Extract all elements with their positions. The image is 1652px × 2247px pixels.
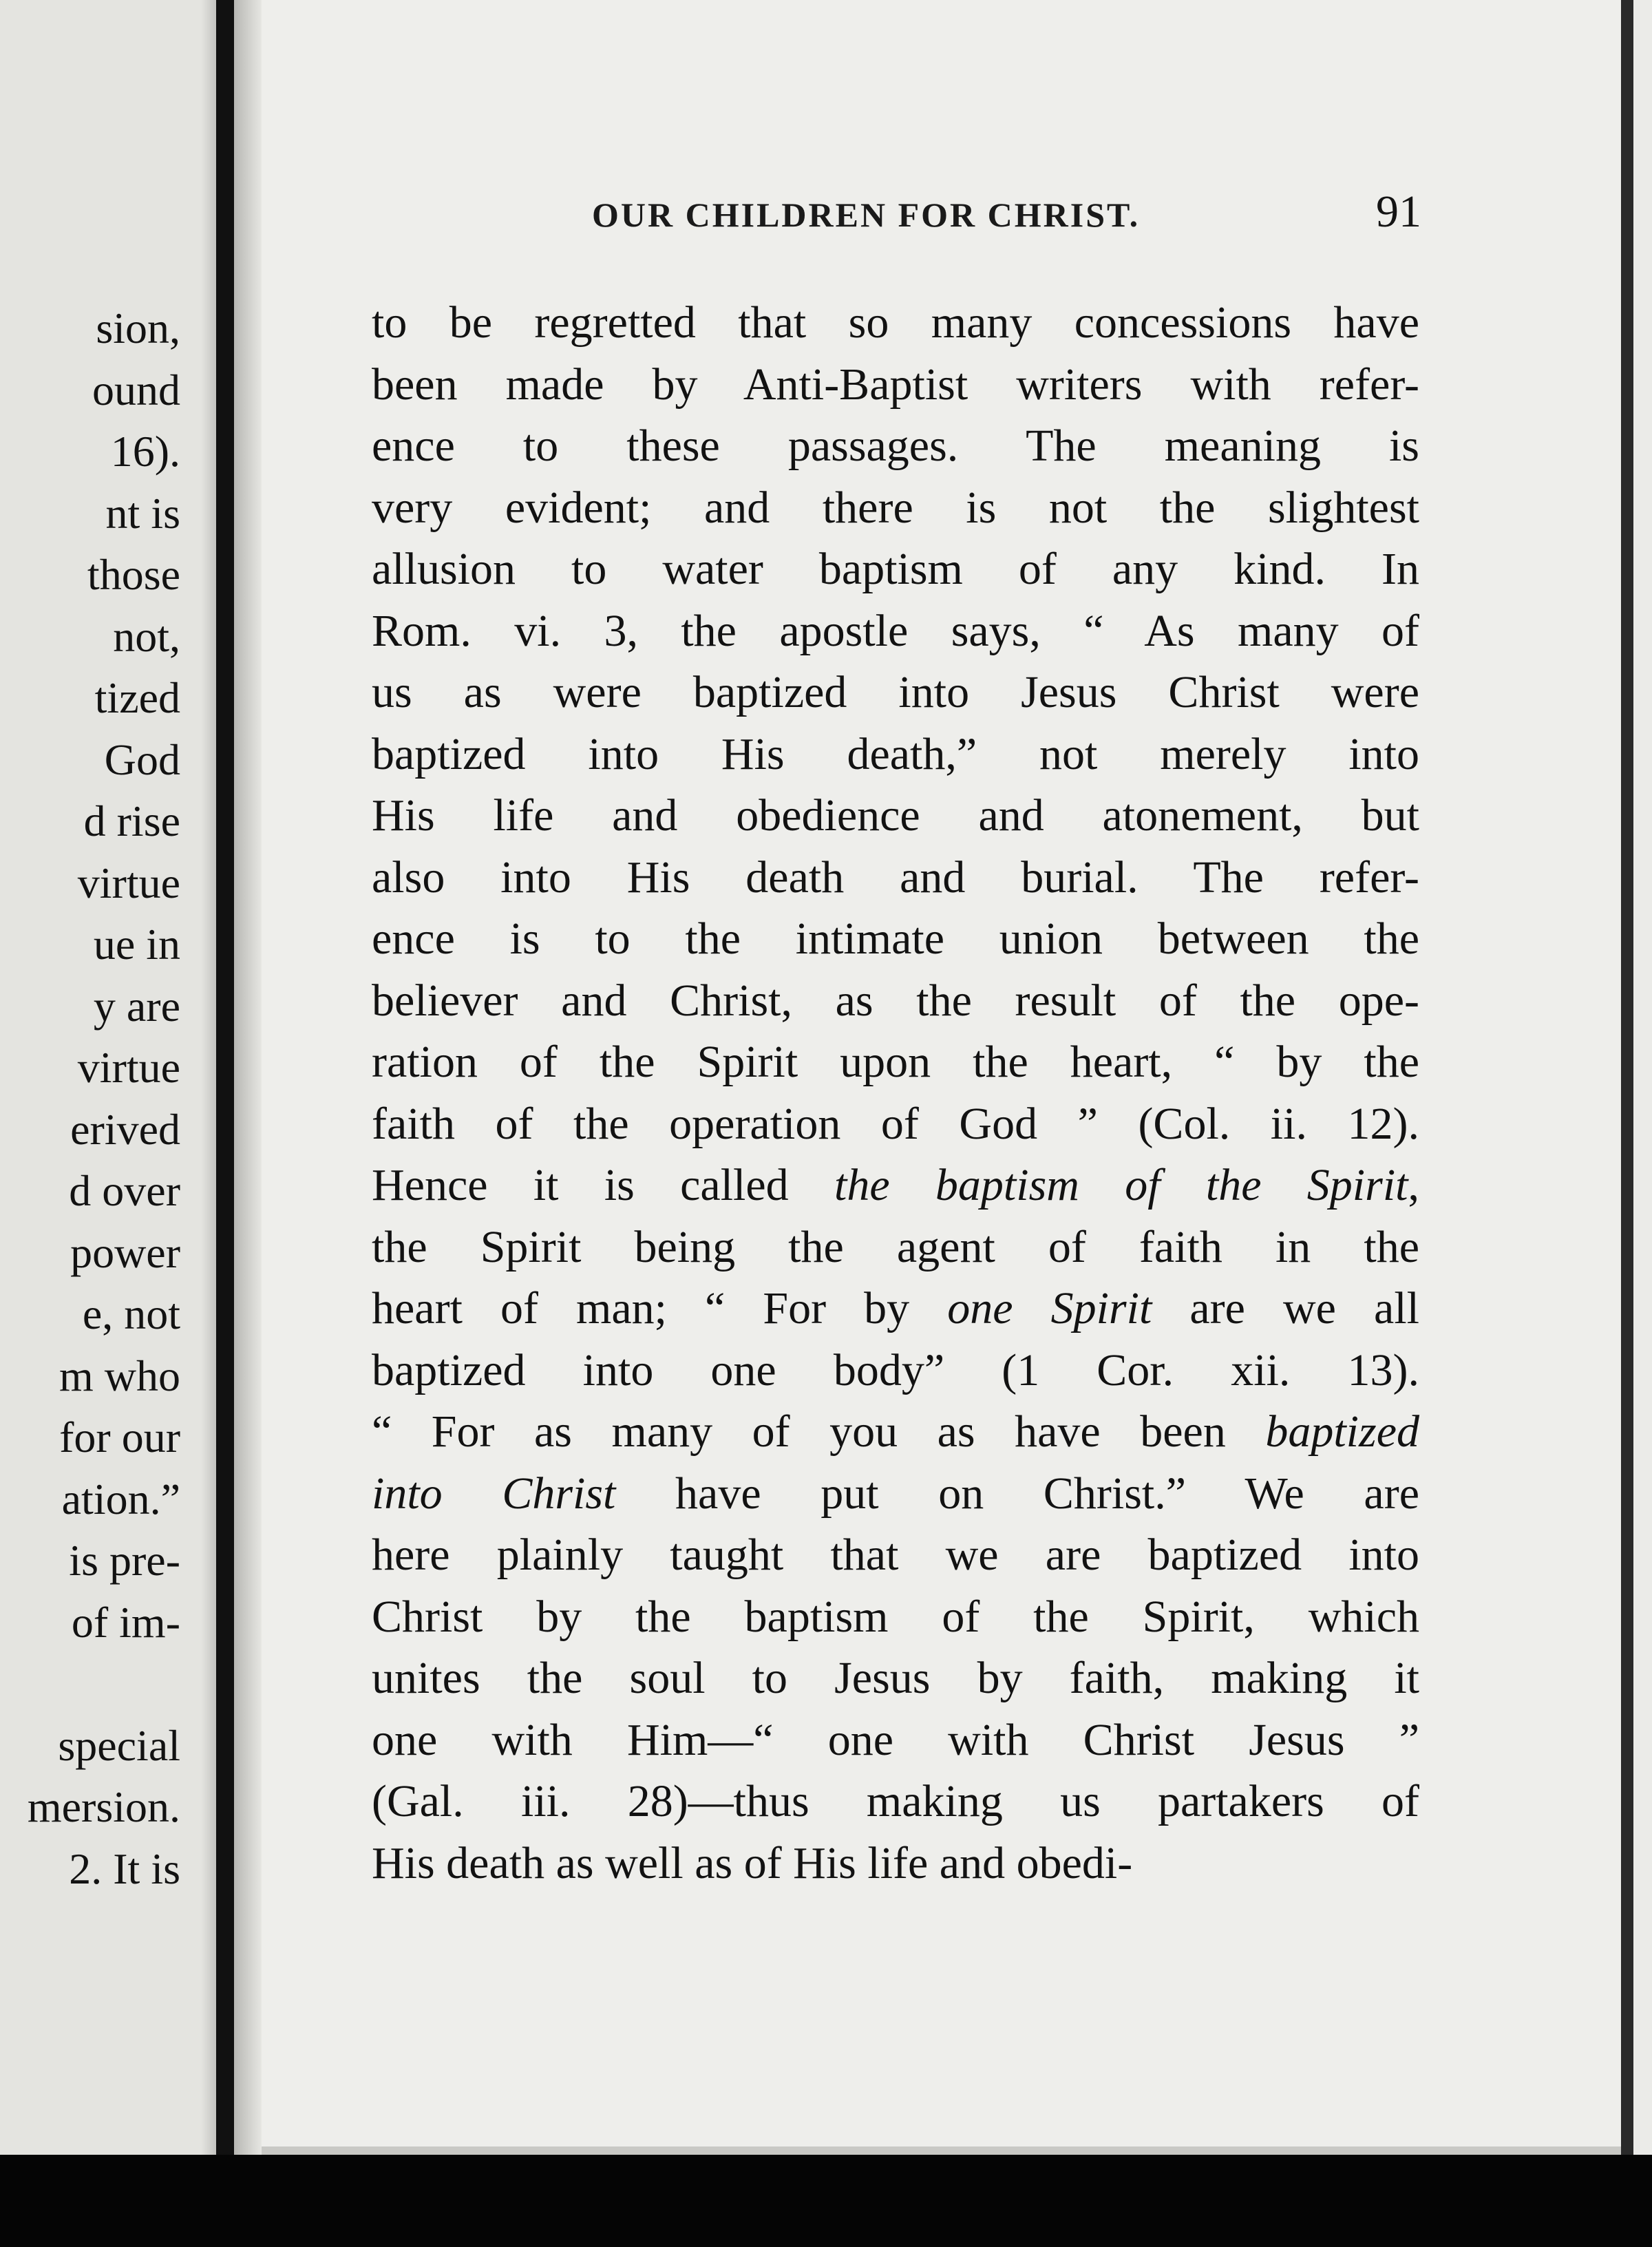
- text-line: [372, 538, 1419, 600]
- left-page-line: ation.”: [61, 1474, 180, 1523]
- text-line: [372, 1524, 1419, 1586]
- text-segment: very evident; and there is not the slightest: [372, 482, 1419, 533]
- left-page-line: God: [104, 735, 180, 784]
- left-page-line: virtue: [77, 858, 180, 907]
- left-page-line: for our: [59, 1413, 180, 1462]
- left-page: [0, 0, 220, 2155]
- text-segment: ration of the Spirit upon the heart, “ by the: [372, 1037, 1419, 1087]
- text-segment: heart of man; “ For by: [372, 1283, 948, 1333]
- left-page-line: those: [87, 550, 180, 599]
- gutter-shadow: [234, 0, 262, 2155]
- left-page-line: power: [70, 1227, 180, 1277]
- text-segment: have put on Christ.” We are: [615, 1468, 1419, 1519]
- left-page-line: e, not: [82, 1289, 180, 1338]
- text-line: [372, 1216, 1419, 1278]
- left-page-line: ue in: [93, 920, 180, 969]
- text-line: [372, 908, 1419, 970]
- left-page-line: special: [58, 1720, 180, 1770]
- text-segment: His death as well as of His life and obedi-: [372, 1837, 1133, 1888]
- text-segment: the Spirit being the agent of faith in the: [372, 1221, 1419, 1272]
- text-segment: also into His death and burial. The refer-: [372, 852, 1419, 903]
- left-page-text: [28, 297, 180, 1899]
- text-segment: one with Him—“ one with Christ Jesus ”: [372, 1714, 1419, 1765]
- text-segment: allusion to water baptism of any kind. In: [372, 544, 1419, 594]
- text-segment: Hence it is called: [372, 1160, 834, 1210]
- text-segment: ,: [1408, 1160, 1419, 1210]
- text-line: [372, 724, 1419, 785]
- left-page-line: sion,: [96, 304, 180, 352]
- text-segment: “ For as many of you as have been: [372, 1406, 1266, 1457]
- left-page-line: d rise: [83, 797, 180, 845]
- text-segment: faith of the operation of God ” (Col. ii. 12).: [372, 1098, 1419, 1149]
- text-segment: (Gal. iii. 28)—thus making us partakers of: [372, 1776, 1419, 1826]
- text-segment: to be regretted that so many concessions have: [372, 297, 1419, 348]
- page-number: 91: [1376, 187, 1421, 237]
- text-segment: Rom. vi. 3, the apostle says, “ As many of: [372, 605, 1419, 656]
- text-line: [372, 415, 1419, 477]
- text-segment: here plainly taught that we are baptized into: [372, 1530, 1419, 1580]
- text-segment: ence to these passages. The meaning is: [372, 421, 1419, 471]
- body-text: [372, 292, 1419, 1894]
- text-line: [372, 1647, 1419, 1709]
- scan-bottom-border: [0, 2155, 1652, 2247]
- text-line: [372, 1340, 1419, 1402]
- text-line: [372, 662, 1419, 724]
- left-page-line: ound: [92, 365, 180, 414]
- text-segment: ence is to the intimate union between the: [372, 914, 1419, 964]
- text-segment: unites the soul to Jesus by faith, making it: [372, 1653, 1419, 1703]
- left-page-line: d over: [69, 1166, 180, 1215]
- text-line: [372, 292, 1419, 354]
- text-line: [372, 1093, 1419, 1155]
- left-page-line: 2. It is: [69, 1844, 180, 1893]
- text-line: [372, 600, 1419, 662]
- running-head: OUR CHILDREN FOR CHRIST.: [592, 196, 1141, 234]
- left-page-line: virtue: [77, 1043, 180, 1092]
- book-spine: [216, 0, 234, 2162]
- text-segment: baptized into His death,” not merely into: [372, 728, 1419, 779]
- italic-text: one Spirit: [947, 1283, 1152, 1333]
- left-page-line: 16).: [110, 427, 180, 476]
- left-page-line: tized: [94, 673, 180, 722]
- text-line: [372, 477, 1419, 539]
- text-line: [372, 1771, 1419, 1833]
- italic-text: into Christ: [372, 1468, 616, 1519]
- left-page-line: of im-: [71, 1597, 180, 1647]
- text-segment: baptized into one body” (1 Cor. xii. 13).: [372, 1344, 1419, 1395]
- text-line: [372, 1031, 1419, 1093]
- text-line: [372, 1463, 1419, 1525]
- text-line: [372, 1586, 1419, 1648]
- left-page-line: mersion.: [27, 1782, 180, 1831]
- right-page-edge: [1621, 0, 1633, 2155]
- text-line: [372, 1709, 1419, 1771]
- left-page-line: y are: [93, 981, 180, 1031]
- text-segment: been made by Anti-Baptist writers with refer-: [372, 359, 1419, 410]
- text-segment: believer and Christ, as the result of the ope-: [372, 975, 1419, 1026]
- left-page-line: erived: [70, 1104, 180, 1154]
- left-page-line: nt is: [105, 488, 180, 538]
- text-line: [372, 785, 1419, 847]
- text-line: [372, 1154, 1419, 1216]
- text-line: [372, 1401, 1419, 1463]
- text-segment: His life and obedience and atonement, but: [372, 790, 1419, 841]
- text-line: [372, 847, 1419, 909]
- text-line: [372, 1833, 1419, 1895]
- text-line: [372, 970, 1419, 1032]
- text-line: [372, 1278, 1419, 1340]
- italic-text: baptized: [1265, 1406, 1419, 1457]
- left-page-line: m who: [59, 1351, 180, 1400]
- left-page-line: not,: [113, 611, 180, 661]
- text-segment: us as were baptized into Jesus Christ were: [372, 667, 1419, 717]
- italic-text: the baptism of the Spirit: [834, 1160, 1408, 1210]
- text-segment: are we all: [1152, 1283, 1419, 1333]
- left-page-line: is pre-: [69, 1536, 180, 1585]
- text-segment: Christ by the baptism of the Spirit, which: [372, 1591, 1419, 1642]
- text-line: [372, 354, 1419, 416]
